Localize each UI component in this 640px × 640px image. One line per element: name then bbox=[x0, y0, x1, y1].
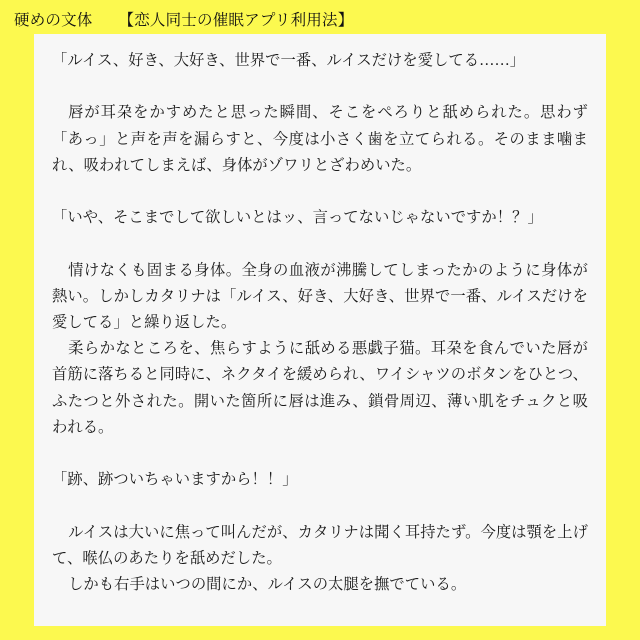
paragraph-narration-2: 情けなくも固まる身体。全身の血液が沸騰してしまったかのように身体が熱い。しかしカタリナは「ルイス、好き、大好き、世界で一番、ルイスだけを愛してる」と繰り返した。 bbox=[52, 261, 588, 331]
paragraph-spacer bbox=[52, 74, 588, 100]
page-header bbox=[14, 6, 626, 32]
paragraph-dialogue-2: 「いや、そこまでして欲しいとはッ、言ってないじゃないですか！？」 bbox=[52, 209, 543, 227]
paragraph-spacer bbox=[52, 231, 588, 257]
page-title: 【恋人同士の催眠アプリ利用法】 bbox=[118, 12, 354, 29]
document-body bbox=[34, 34, 606, 626]
paragraph-narration-3: 柔らかなところを、焦らすように舐める悪戯子猫。耳朶を食んでいた唇が首筋に落ちると同時に、ネクタイを緩められ、ワイシャツのボタンをひとつ、ふたつと外された。開いた箇所に唇は進み、鎖骨周辺、薄い肌をチュクと吸われる。 bbox=[52, 340, 588, 436]
paragraph-narration-5: しかも右手はいつの間にか、ルイスの太腿を撫でている。 bbox=[68, 575, 467, 593]
paragraph-dialogue-1: 「ルイス、好き、大好き、世界で一番、ルイスだけを愛してる……」 bbox=[52, 52, 526, 69]
paragraph-narration-4: ルイスは大いに焦って叫んだが、カタリナは聞く耳持たず。今度は顎を上げて、喉仏のあたりを舐めだした。 bbox=[52, 523, 588, 567]
paragraph-spacer bbox=[52, 179, 588, 205]
paragraph-narration-1: 唇が耳朶をかすめたと思った瞬間、そこをぺろりと舐められた。思わず「あっ」と声を声を漏らすと、今度は小さく歯を立てられる。そのまま噛まれ、吸われてしまえば、身体がゾワリとざわめいた。 bbox=[52, 104, 588, 174]
style-label: 硬めの文体 bbox=[14, 12, 93, 29]
paragraph-spacer bbox=[52, 441, 588, 467]
paragraph-dialogue-3: 「跡、跡ついちゃいますから！！」 bbox=[52, 471, 298, 489]
paragraph-spacer bbox=[52, 493, 588, 519]
